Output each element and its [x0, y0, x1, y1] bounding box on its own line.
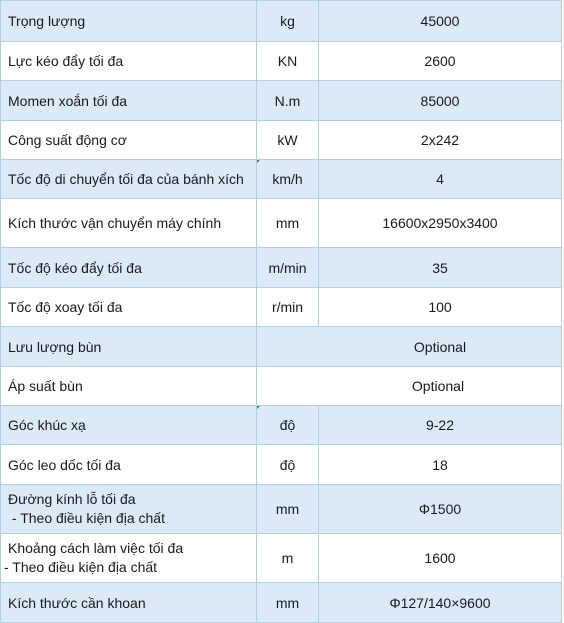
spec-value: 85000 — [319, 81, 562, 121]
spec-unit-text: km/h — [272, 171, 303, 187]
cell-marker-icon — [257, 160, 262, 165]
spec-name: Góc leo dốc tối đa — [1, 445, 257, 485]
spec-unit: mm — [257, 199, 319, 248]
spec-name-line: Khoảng cách làm việc tối đa — [8, 540, 184, 556]
spec-name: Lực kéo đẩy tối đa — [1, 42, 257, 81]
spec-unit: N.m — [257, 81, 319, 121]
spec-value: Optional — [257, 367, 562, 406]
spec-name: Tốc độ di chuyển tối đa của bánh xích — [1, 160, 257, 199]
spec-unit: r/min — [257, 288, 319, 327]
spec-name: Tốc độ xoay tối đa — [1, 288, 257, 327]
spec-unit: kg — [257, 1, 319, 42]
spec-name-line: - Theo điều kiện địa chất — [8, 510, 165, 526]
spec-name: Kích thước cần khoan — [1, 583, 257, 623]
spec-name — [1, 534, 257, 583]
spec-unit: độ — [257, 445, 319, 485]
table-row — [1, 406, 562, 445]
table-row — [1, 42, 562, 81]
spec-value: 1600 — [319, 534, 562, 583]
spec-name-line: - Theo điều kiện địa chất — [4, 559, 158, 575]
table-row — [1, 81, 562, 121]
spec-name-line: Đường kính lỗ tối đa — [8, 491, 136, 507]
spec-name: Lưu lượng bùn — [1, 327, 257, 367]
spec-value: 18 — [319, 445, 562, 485]
table-row — [1, 288, 562, 327]
table-row — [1, 121, 562, 160]
spec-name: Trọng lượng — [1, 1, 257, 42]
spec-unit-text: độ — [279, 417, 296, 433]
spec-value: 35 — [319, 248, 562, 288]
spec-value: 16600x2950x3400 — [319, 199, 562, 248]
spec-unit: KN — [257, 42, 319, 81]
spec-name: Kích thước vận chuyển máy chính — [1, 199, 257, 248]
table-row — [1, 583, 562, 623]
spec-value: 2x242 — [319, 121, 562, 160]
spec-value: Φ1500 — [319, 485, 562, 534]
spec-value: 9-22 — [319, 406, 562, 445]
table-row — [1, 199, 562, 248]
spec-name: Tốc độ kéo đẩy tối đa — [1, 248, 257, 288]
spec-name — [1, 485, 257, 534]
spec-name: Momen xoắn tối đa — [1, 81, 257, 121]
table-row — [1, 248, 562, 288]
table-row — [1, 534, 562, 583]
table-row — [1, 160, 562, 199]
spec-unit: m/min — [257, 248, 319, 288]
spec-name: Góc khúc xạ — [1, 406, 257, 445]
spec-value: Φ127/140×9600 — [319, 583, 562, 623]
spec-value: 2600 — [319, 42, 562, 81]
cell-marker-icon — [257, 406, 262, 411]
spec-name: Áp suất bùn — [1, 367, 257, 406]
spec-unit — [257, 160, 319, 199]
spec-value: Optional — [257, 327, 562, 367]
spec-unit: mm — [257, 485, 319, 534]
spec-unit: m — [257, 534, 319, 583]
spec-value: 100 — [319, 288, 562, 327]
table-row — [1, 327, 562, 367]
spec-unit: mm — [257, 583, 319, 623]
spec-value: 45000 — [319, 1, 562, 42]
spec-unit — [257, 406, 319, 445]
table-row — [1, 485, 562, 534]
table-row — [1, 367, 562, 406]
table-row — [1, 1, 562, 42]
spec-value: 4 — [319, 160, 562, 199]
table-row — [1, 445, 562, 485]
spec-name: Công suất động cơ — [1, 121, 257, 160]
spec-unit: kW — [257, 121, 319, 160]
